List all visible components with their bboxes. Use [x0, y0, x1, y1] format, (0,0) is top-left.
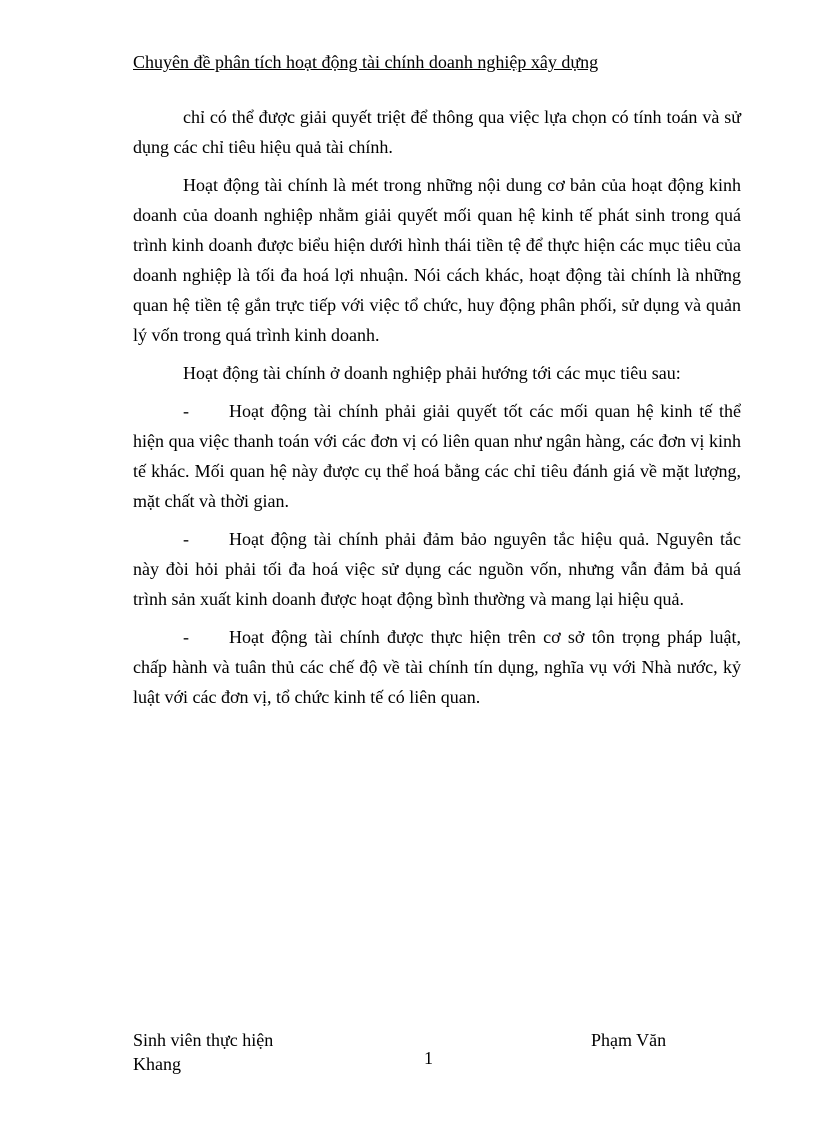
document-body: [133, 102, 741, 720]
footer-author-name: Phạm Văn: [591, 1030, 667, 1050]
bullet-item-3: [133, 622, 741, 712]
paragraph-1: chỉ có thể được giải quyết triệt để thông qua việc lựa chọn có tính toán và sử dụng các chỉ tiêu hiệu quả tài chính.: [133, 107, 741, 157]
footer-author-line1: Sinh viên thực hiện: [133, 1030, 274, 1050]
bullet-marker: -: [183, 401, 189, 421]
bullet-marker: -: [183, 529, 189, 549]
bullet-text: Hoạt động tài chính phải đảm bảo nguyên tắc hiệu quả. Nguyên tắc này đòi hỏi phải tối đa hoá việc sử dụng các nguồn vốn, nhưng vẫn đảm bả quá trình sản xuất kinh doanh được hoạt động bình thường và mang lại hiệu quả.: [133, 529, 741, 609]
page-header-title: Chuyên đề phân tích hoạt động tài chính doanh nghiệp xây dựng: [133, 52, 599, 72]
bullet-item-2: [133, 524, 741, 614]
bullet-text: Hoạt động tài chính phải giải quyết tốt các mối quan hệ kinh tế thể hiện qua việc thanh toán với các đơn vị có liên quan như ngân hàng, các đơn vị kinh tế khác. Mối quan hệ này được cụ thể hoá bằng các chỉ tiêu đánh giá về mặt lượng, mặt chất và thời gian.: [133, 401, 741, 511]
page-number: 1: [424, 1048, 433, 1068]
paragraph-3: Hoạt động tài chính ở doanh nghiệp phải hướng tới các mục tiêu sau:: [183, 363, 681, 383]
paragraph-2: Hoạt động tài chính là mét trong những nội dung cơ bản của hoạt động kinh doanh của doanh nghiệp nhằm giải quyết mối quan hệ kinh tế phát sinh trong quá trình kinh doanh được biểu hiện dưới hình thái tiền tệ để thực hiện các mục tiêu của doanh nghiệp là tối đa hoá lợi nhuận. Nói cách khác, hoạt động tài chính là những quan hệ tiền tệ gắn trực tiếp với việc tổ chức, huy động phân phối, sử dụng và quản lý vốn trong quá trình kinh doanh.: [133, 175, 741, 345]
footer-author-line2: Khang: [133, 1054, 181, 1074]
footer-author: [133, 1028, 273, 1076]
bullet-item-1: [133, 396, 741, 516]
bullet-text: Hoạt động tài chính được thực hiện trên cơ sở tôn trọng pháp luật, chấp hành và tuân thủ các chế độ về tài chính tín dụng, nghĩa vụ với Nhà nước, kỷ luật với các đơn vị, tổ chức kinh tế có liên quan.: [133, 627, 741, 707]
bullet-marker: -: [183, 627, 189, 647]
